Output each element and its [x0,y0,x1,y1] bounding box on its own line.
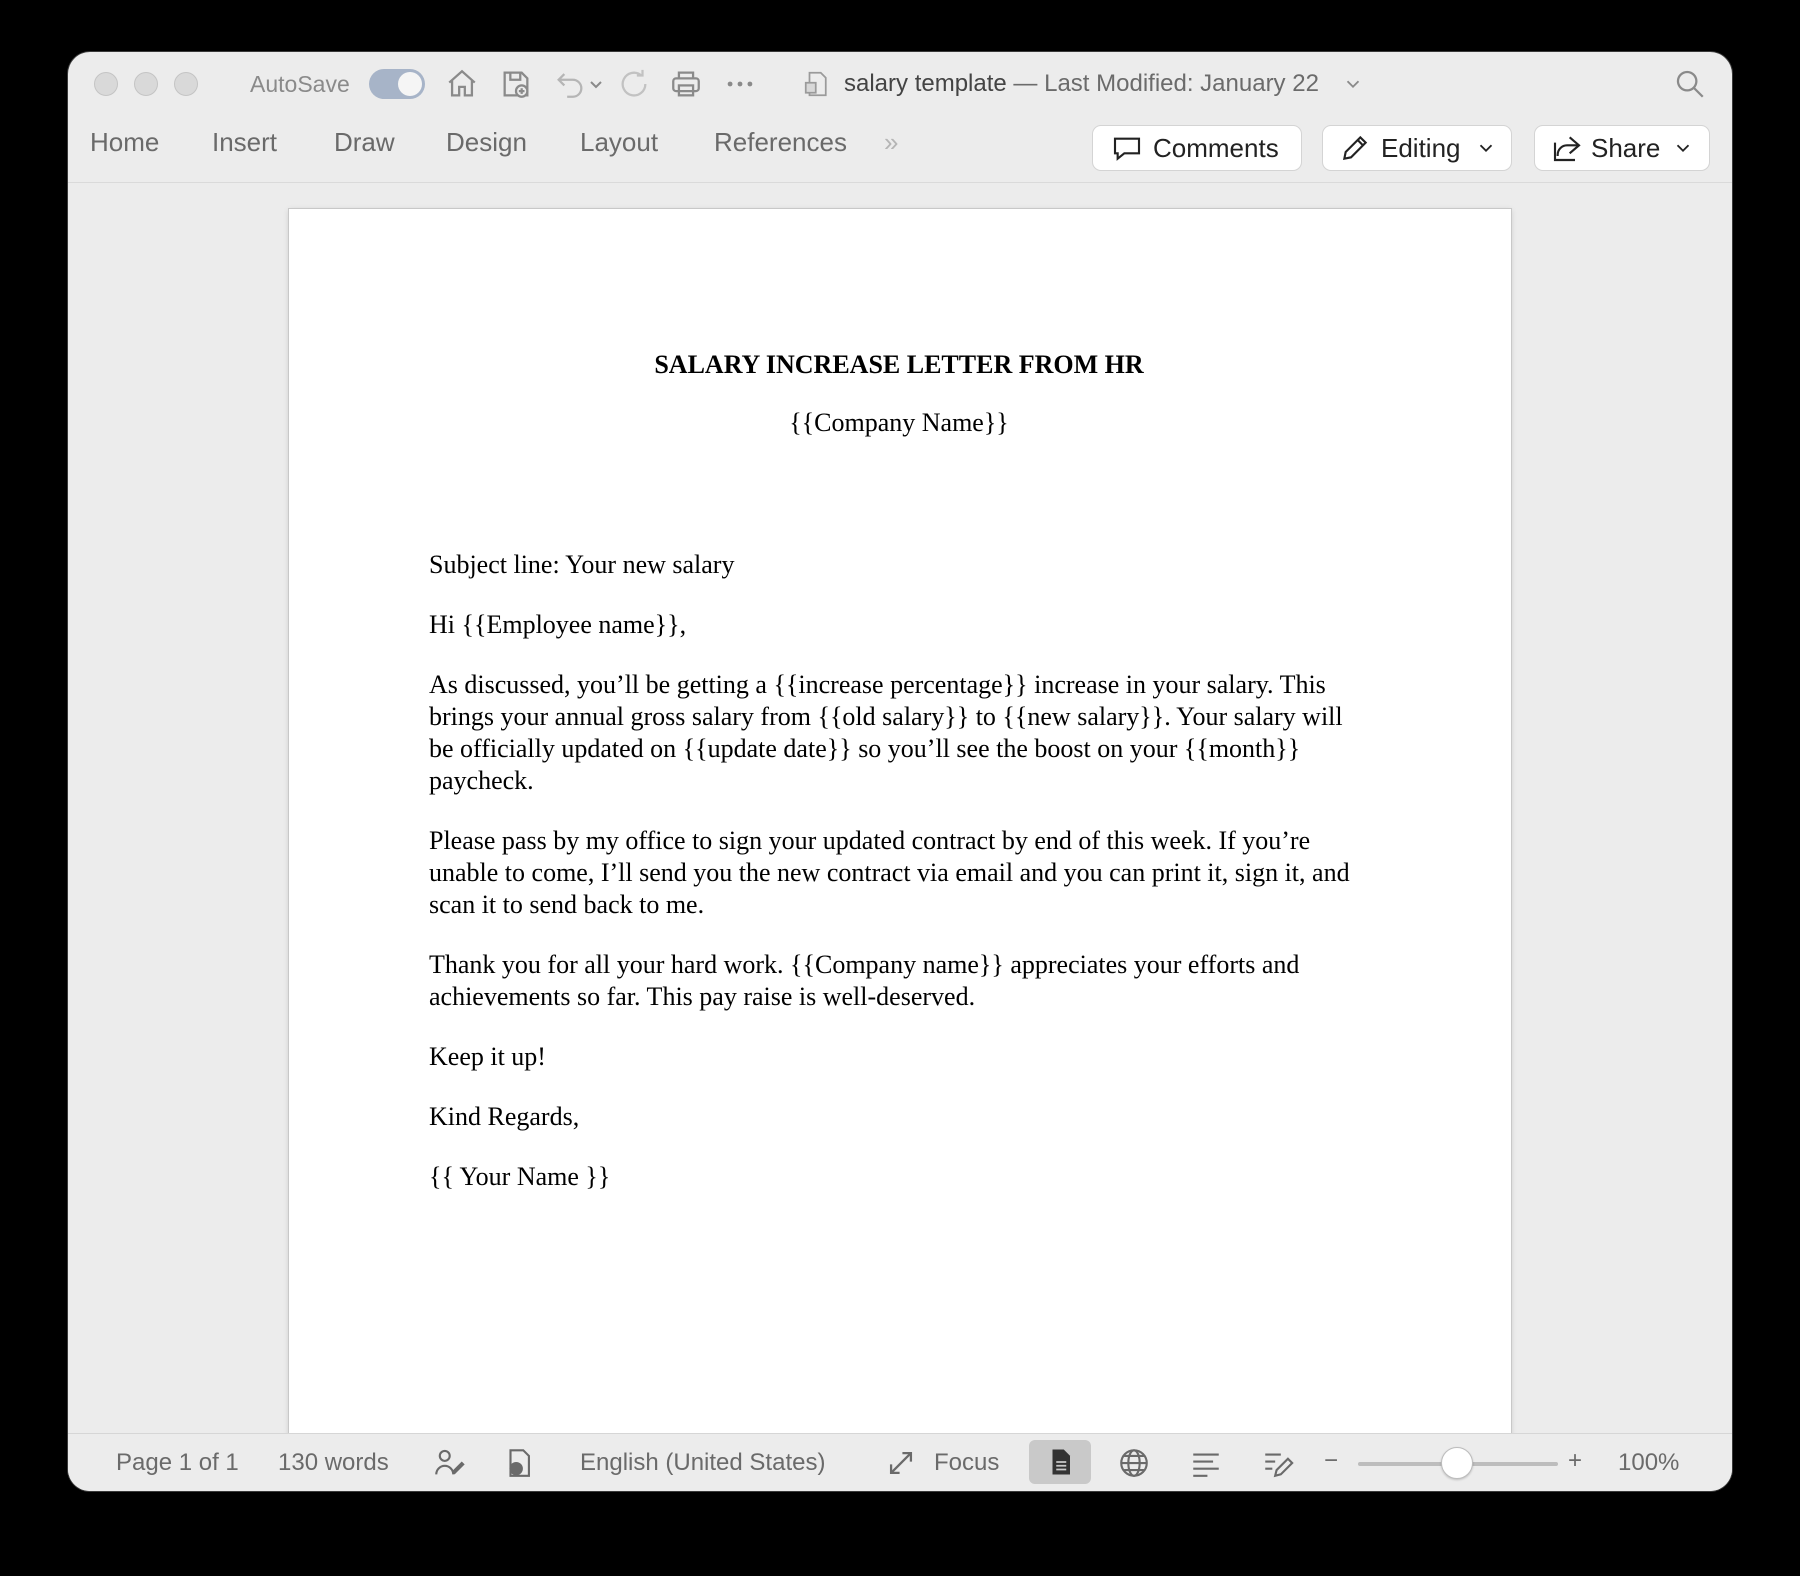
undo-icon[interactable] [552,66,588,102]
share-chevron-down-icon [1672,137,1694,159]
autosave-label: AutoSave [250,71,350,97]
page-content[interactable] [429,349,1369,1221]
last-modified: Last Modified: January 22 [1044,70,1319,97]
home-icon[interactable] [444,66,480,102]
tab-layout[interactable]: Layout [580,127,659,157]
search-icon[interactable] [1672,66,1708,102]
tab-insert[interactable]: Insert [212,127,278,157]
zoom-in-button[interactable]: + [1568,1447,1583,1474]
tab-references[interactable]: References [714,127,847,157]
editing-mode-button[interactable] [1322,125,1512,171]
signature-placeholder: {{ Your Name }} [429,1162,611,1191]
share-icon [1551,132,1583,164]
editing-label: Editing [1381,132,1461,163]
draft-view-icon[interactable] [1259,1444,1297,1482]
accessibility-icon[interactable] [430,1444,468,1482]
paragraph-thanks: Thank you for all your hard work. {{Company name}} appreciates your efforts and achievements so far. This pay raise is well-deserved. [429,950,1300,1011]
proofing-icon[interactable] [500,1444,538,1482]
minimize-window-button[interactable] [134,72,158,96]
comments-label: Comments [1153,132,1279,163]
paragraph-contract: Please pass by my office to sign your updated contract by end of this week. If you’re unable to come, I’ll send you the new contract via email and you can print it, sign it, and scan it to send back to me. [429,826,1350,919]
word-document-icon [802,66,832,102]
language-indicator[interactable]: English (United States) [580,1449,826,1476]
more-tabs-chevron[interactable]: » [884,127,899,157]
zoom-out-button[interactable]: − [1324,1447,1339,1474]
page-count[interactable]: Page 1 of 1 [116,1449,239,1476]
company-name-placeholder: {{Company Name}} [789,408,1009,437]
focus-label[interactable]: Focus [934,1449,1000,1476]
status-bar [68,1433,1732,1491]
zoom-percentage[interactable]: 100% [1618,1449,1680,1476]
pencil-icon [1339,132,1371,164]
letter-title: SALARY INCREASE LETTER FROM HR [654,350,1144,379]
document-page[interactable] [289,209,1511,1443]
save-icon[interactable] [498,66,534,102]
editing-chevron-down-icon [1475,137,1497,159]
print-icon[interactable] [668,66,704,102]
autosave-toggle[interactable] [369,69,425,99]
tab-design[interactable]: Design [446,127,527,157]
share-button[interactable] [1534,125,1710,171]
paragraph-salary-details: As discussed, you’ll be getting a {{increase percentage}} increase in your salary. This brings your annual gross salary from {{old salary}} to {{new salary}}. Your salary will be officially updated on {{update date}} so you’ll see the boost on your {{month}} paycheck. [429,670,1343,795]
title-bar [68,52,1732,116]
zoom-window-button[interactable] [174,72,198,96]
share-label: Share [1591,132,1661,163]
closing: Kind Regards, [429,1102,580,1131]
greeting: Hi {{Employee name}}, [429,610,687,639]
word-count[interactable]: 130 words [278,1449,389,1476]
document-name: salary template [844,70,1007,97]
undo-dropdown-chevron-icon[interactable] [584,66,608,102]
focus-expand-icon[interactable] [882,1444,920,1482]
title-separator: — [1006,70,1045,97]
subject-line: Subject line: Your new salary [429,550,735,579]
more-options-icon[interactable] [722,66,758,102]
print-layout-icon [1045,1447,1075,1477]
comment-icon [1111,132,1143,164]
document-title[interactable] [844,70,1319,98]
title-chevron-down-icon[interactable] [1342,66,1364,102]
redo-icon[interactable] [616,66,652,102]
print-layout-button[interactable] [1029,1440,1091,1484]
tab-home[interactable]: Home [90,127,160,157]
outline-view-icon[interactable] [1187,1444,1225,1482]
keep-it-up: Keep it up! [429,1042,546,1071]
comments-button[interactable] [1092,125,1302,171]
zoom-slider-thumb[interactable] [1441,1447,1473,1479]
word-window [68,52,1732,1491]
web-layout-globe-icon[interactable] [1115,1444,1153,1482]
tab-draw[interactable]: Draw [334,127,395,157]
close-window-button[interactable] [94,72,118,96]
